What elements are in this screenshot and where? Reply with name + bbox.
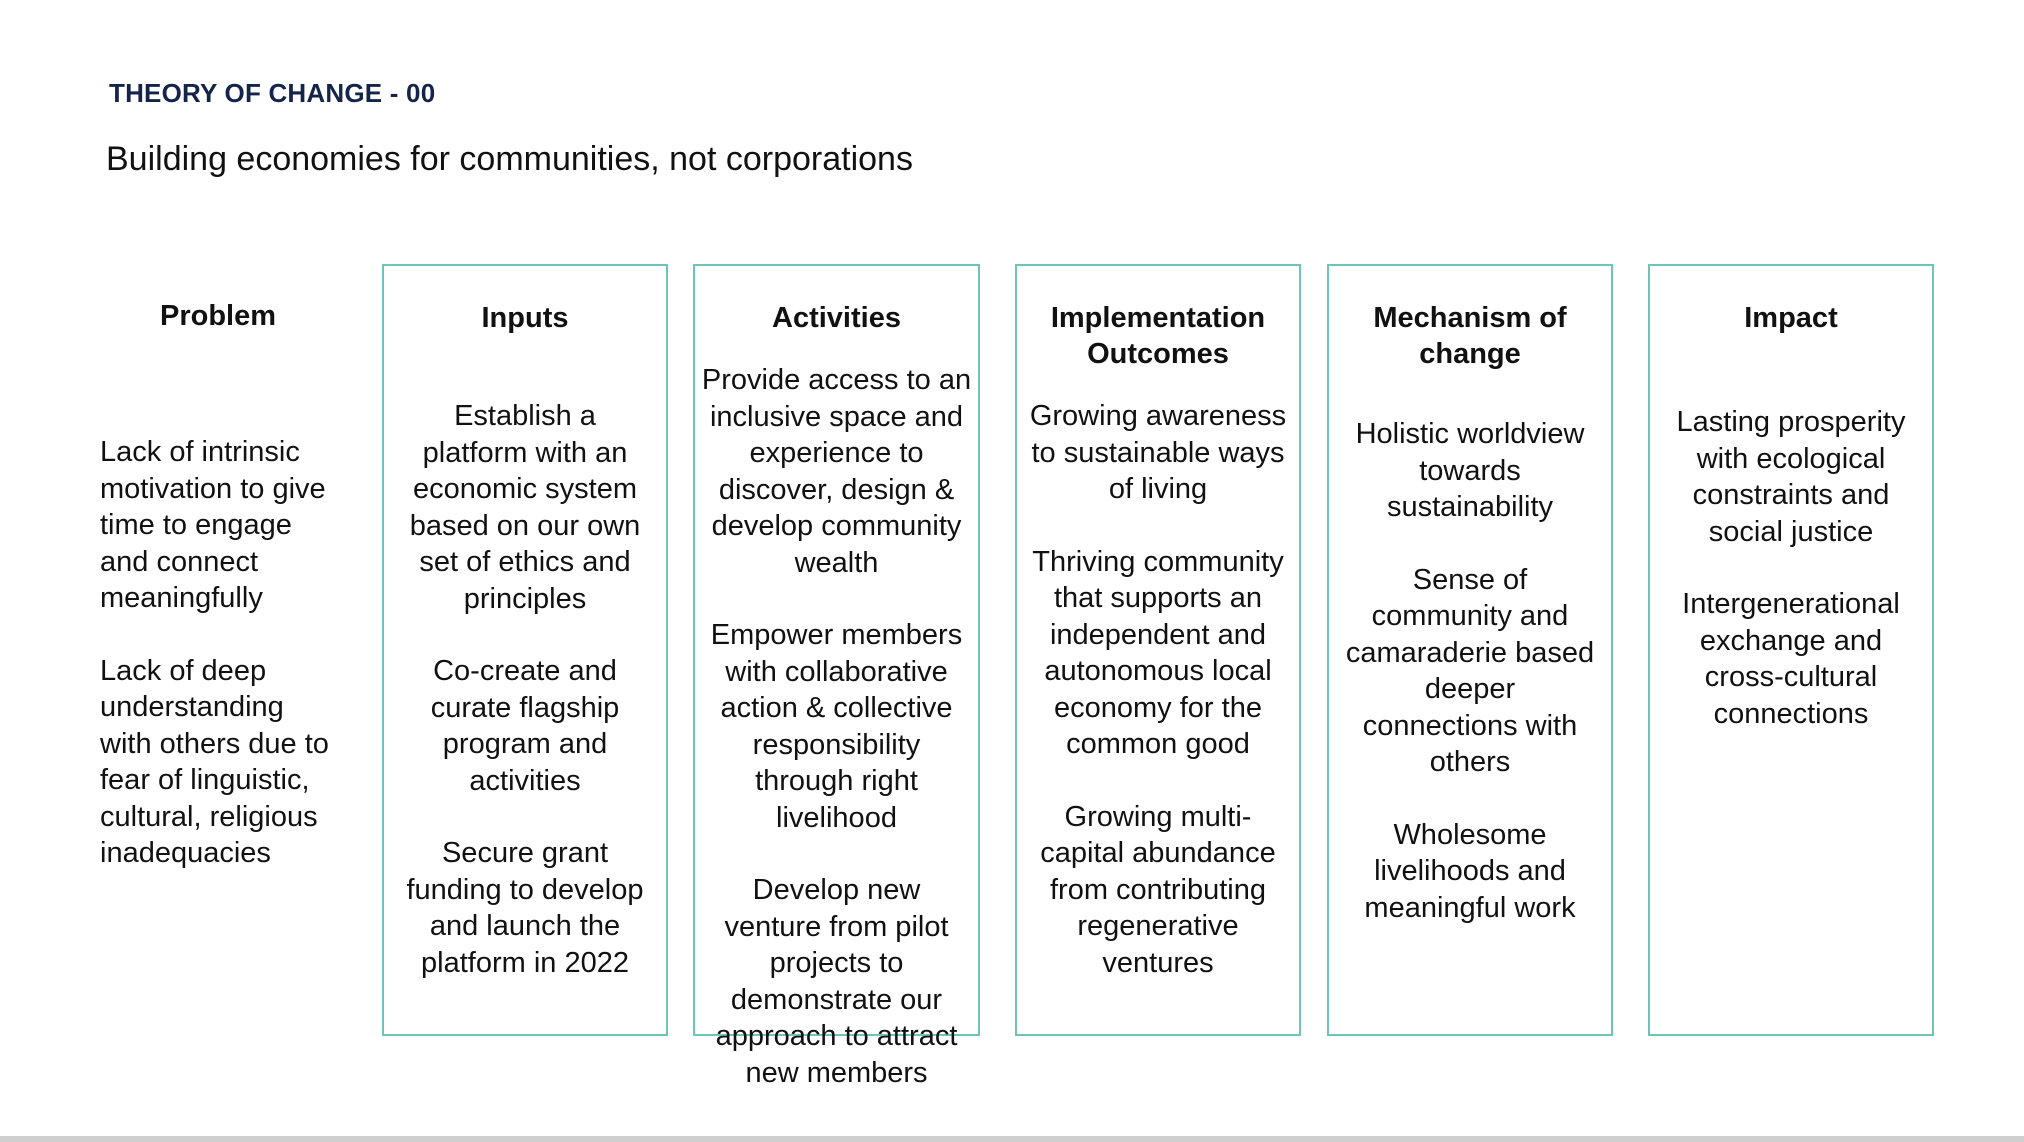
column-item: Co-create and curate flagship program and activities xyxy=(430,655,620,797)
column-inputs xyxy=(382,264,668,1036)
column-body xyxy=(384,398,666,981)
column-title: Inputs xyxy=(481,302,569,334)
column-body xyxy=(100,434,336,872)
page-subtitle: Building economies for communities, not corporations xyxy=(106,140,913,178)
column-title: Impact xyxy=(1744,302,1838,334)
column-impact xyxy=(1648,264,1934,1036)
column-body xyxy=(1650,404,1932,732)
column-item: Growing multi-capital abundance from contributing regenerative ventures xyxy=(1040,800,1276,979)
column-item: Intergenerational exchange and cross-cultural connections xyxy=(1682,588,1900,730)
column-mechanism xyxy=(1327,264,1613,1036)
column-body xyxy=(1017,398,1299,981)
column-item: Provide access to an inclusive space and experience to discover, design & develop community wealth xyxy=(701,364,972,579)
column-title: Activities xyxy=(772,302,901,334)
column-item: Lasting prosperity with ecological constraints and social justice xyxy=(1676,406,1906,548)
page-eyebrow: THEORY OF CHANGE - 00 xyxy=(109,78,436,108)
column-item: Growing awareness to sustainable ways of living xyxy=(1029,400,1287,505)
column-outcomes xyxy=(1015,264,1301,1036)
column-item: Wholesome livelihoods and meaningful work xyxy=(1364,818,1576,924)
column-title: Implementation Outcomes xyxy=(1050,302,1266,370)
column-activities xyxy=(693,264,980,1089)
column-item: Establish a platform with an economic system based on our own set of ethics and principles xyxy=(409,400,641,615)
column-item: Develop new venture from pilot projects to demonstrate our approach to attract new members xyxy=(715,874,958,1089)
column-item: Empower members with collaborative action & collective responsibility through right livelihood xyxy=(710,619,963,834)
column-item: Holistic worldview towards sustainability xyxy=(1355,418,1585,523)
column-item: Secure grant funding to develop and launch the platform in 2022 xyxy=(406,837,644,979)
column-item: Lack of intrinsic motivation to give time to engage and connect meaningfully xyxy=(100,436,326,614)
column-problem xyxy=(100,264,336,1036)
column-item: Lack of deep understanding with others due to fear of linguistic, cultural, religious inadequacies xyxy=(100,654,329,869)
column-body xyxy=(1329,416,1611,926)
column-body xyxy=(695,362,978,1091)
column-title: Mechanism of change xyxy=(1373,302,1567,370)
column-item: Sense of community and camaraderie based deeper connections with others xyxy=(1345,563,1595,778)
column-title: Problem xyxy=(159,300,277,332)
column-item: Thriving community that supports an independent and autonomous local economy for the common good xyxy=(1032,545,1284,760)
bottom-divider xyxy=(0,1136,2024,1142)
